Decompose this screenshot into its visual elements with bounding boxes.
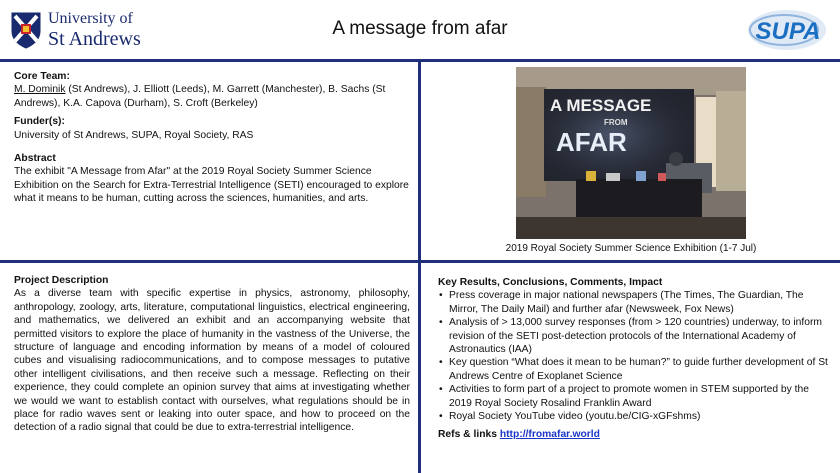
list-item: • Analysis of > 13,000 survey responses (from > 120 countries) underway, to inform revision of the SETI post-detection protocols of the International Academy of Astronautics (IAA): [438, 316, 834, 356]
funders-heading: Funder(s):: [14, 116, 65, 128]
university-name-line2: St Andrews: [48, 28, 141, 50]
list-item: • Activities to form part of a project to promote women in STEM supported by the 2019 Royal Society Rosalind Franklin Award: [438, 383, 834, 410]
vertical-divider: [418, 62, 421, 473]
abstract-heading: Abstract: [14, 153, 56, 165]
fromafar-link[interactable]: http://fromafar.world: [499, 429, 600, 441]
team-panel: [14, 70, 410, 206]
banner-line3: AFAR: [556, 127, 627, 157]
core-team-text: [14, 83, 410, 110]
project-description-text: As a diverse team with specific expertise in physics, astronomy, philosophy, anthropology, zoology, arts, literature, computational linguistics, electrical engineering, and mathematics, we delivered an exhibit and an accompanying website that permitted visitors to explore the place of humanity in the vastness of the Universe, the structure of language and encoding information by means of a model of coloured cubes and visualising radiocommunications, and to compose messages to putative other intelligent civilisations, and then receive such a message. Reflecting on their experience, they could complete an opinion survey that aims at investigating whether we would we want to establish contact with ourselves, what regulations should be in place for radio waves sent or leaking into outer space, and how to proceed on the detection of a radio signal that could be due to extra-terrestrial intelligence.: [14, 288, 410, 434]
page-title: A message from afar: [332, 18, 508, 39]
refs-links: [438, 428, 834, 441]
key-results-list: [438, 289, 834, 423]
exhibition-scene: [516, 67, 746, 239]
core-team-lead: M. Dominik: [14, 84, 66, 96]
key-results-panel: [438, 276, 834, 442]
exhibition-photo: [516, 67, 746, 239]
list-item: • Press coverage in major national newspapers (The Times, The Guardian, The Mirror, The Daily Mail) and further afar (Newsweek, Fox News): [438, 289, 834, 316]
project-description-panel: [14, 274, 410, 435]
banner-line1: A MESSAGE: [550, 96, 652, 115]
project-description-heading: Project Description: [14, 275, 109, 286]
university-name-line1: University of: [48, 10, 133, 27]
supa-logo-text: SUPA: [755, 18, 821, 45]
banner-line2: FROM: [604, 118, 628, 127]
list-item: • Key question “What does it mean to be human?” to guide further development of St Andrews Centre of Exoplanet Science: [438, 356, 834, 383]
header: [0, 0, 840, 59]
abstract-text: The exhibit "A Message from Afar" at the 2019 Royal Society Summer Science Exhibition on the Search for Extra-Terrestrial Intelligence (SETI) encouraged to explore what it means to be human, cutting across the sciences, humanities, and arts.: [14, 166, 409, 205]
photo-caption: 2019 Royal Society Summer Science Exhibition (1-7 Jul): [505, 243, 757, 254]
supa-logo[interactable]: [746, 8, 828, 52]
refs-label: Refs & links: [438, 429, 497, 441]
list-item: • Royal Society YouTube video (youtu.be/CIG-xGFshms): [438, 410, 834, 423]
photo-panel: [428, 62, 834, 260]
core-team-members: (St Andrews), J. Elliott (Leeds), M. Garrett (Manchester), B. Sachs (St Andrews), K.A. Capova (Durham), S. Croft (Berkeley): [14, 84, 386, 109]
core-team-heading: Core Team:: [14, 71, 70, 82]
funders-text: University of St Andrews, SUPA, Royal Society, RAS: [14, 129, 254, 141]
key-results-heading: Key Results, Conclusions, Comments, Impact: [438, 277, 663, 288]
